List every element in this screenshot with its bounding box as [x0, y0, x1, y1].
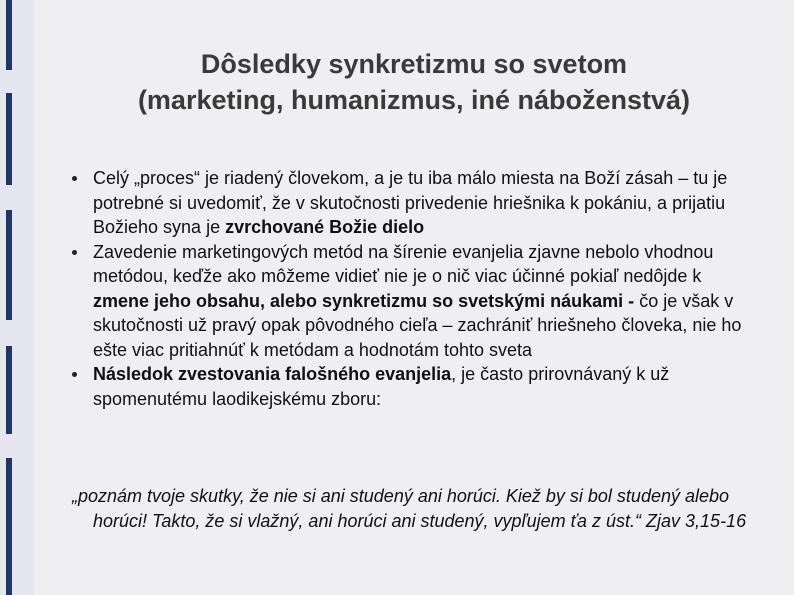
- bullet-1-bold-text: zvrchované Božie dielo: [225, 217, 425, 237]
- slide-title-line-2: (marketing, humanizmus, iné náboženstvá): [137, 85, 691, 115]
- bullet-1-text: Celý „proces“ je riadený človekom, a je tu iba málo miesta na Boží zásah – tu je potrebné si uvedomiť, že v skutočnosti privedenie hriešnika k pokániu, a prijatiu Božieho syna je: [93, 168, 728, 237]
- bullet-item-2: [72, 240, 762, 363]
- side-bar-5: [6, 458, 12, 595]
- side-decoration-panel: [0, 0, 34, 595]
- side-bar-2: [6, 93, 12, 185]
- bullet-list: [72, 166, 762, 411]
- bullet-item-1: [72, 166, 762, 240]
- slide-title: [34, 46, 794, 118]
- bullet-2-text: Zavedenie marketingových metód na šírenie evanjelia zjavne nebolo vhodnou metódou, keďže ako môžeme vidieť nie je o nič viac účinné pokiaľ nedôjde k: [93, 241, 714, 286]
- bullet-dot-icon: [72, 176, 77, 181]
- side-bar-4: [6, 346, 12, 434]
- side-bar-3: [6, 210, 12, 320]
- bullet-2-bold-text: zmene jeho obsahu, alebo synkretizmu so svetskými náukami -: [93, 290, 640, 311]
- bullet-item-3: [72, 362, 762, 411]
- slide-title-line-1: Dôsledky synkretizmu so svetom: [200, 49, 628, 79]
- bullet-3-bold-text: Následok zvestovania falošného evanjelia: [93, 364, 452, 384]
- bullet-3-text-after: , je často prirovnávaný k už spomenutému laodikejskému zboru:: [93, 364, 670, 409]
- bullet-2-text-after: čo je však v skutočnosti už pravý opak pôvodného cieľa – zachrániť hriešneho človeka, nie ho ešte viac pritiahnúť k metódam a hodnotám tohto sveta: [93, 290, 742, 360]
- side-bar-1: [6, 0, 12, 70]
- bullet-dot-icon: [72, 250, 77, 255]
- bullet-dot-icon: [72, 372, 77, 377]
- scripture-quote: „poznám tvoje skutky, že nie si ani studený ani horúci. Kiež by si bol studený alebo horúci! Takto, že si vlažný, ani horúci ani studený, vypľujem ťa z úst.“ Zjav 3,15-16: [72, 486, 747, 531]
